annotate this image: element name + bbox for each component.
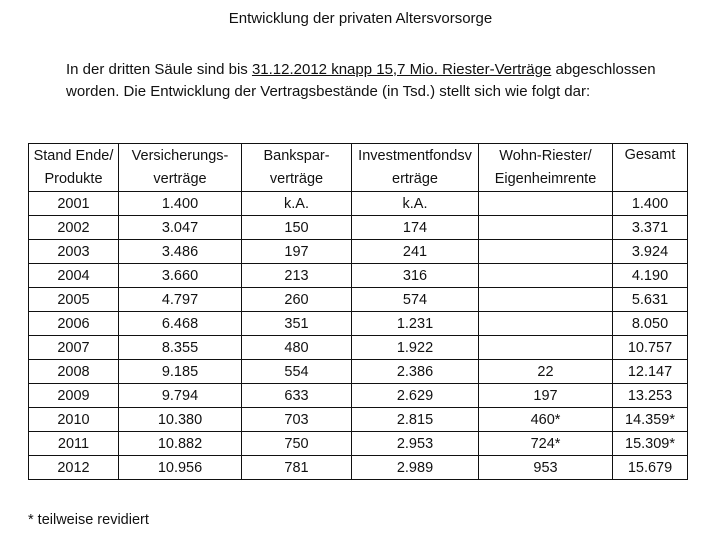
cell-year: 2010	[29, 408, 119, 432]
cell-investment-funds: 2.815	[352, 408, 479, 432]
cell-year: 2005	[29, 288, 119, 312]
cell-bank-savings: 781	[242, 456, 352, 480]
table-header-row	[29, 144, 688, 192]
table-row	[29, 360, 688, 384]
page-title: Entwicklung der privaten Altersvorsorge	[228, 10, 493, 27]
cell-home-riester	[479, 288, 613, 312]
cell-bank-savings: 213	[242, 264, 352, 288]
cell-insurance: 6.468	[119, 312, 242, 336]
cell-total: 13.253	[613, 384, 688, 408]
cell-bank-savings: 750	[242, 432, 352, 456]
intro-highlight: 31.12.2012 knapp 15,7 Mio. Riester-Verträge	[251, 61, 552, 78]
table-row	[29, 240, 688, 264]
cell-home-riester: 724*	[479, 432, 613, 456]
table-row	[29, 336, 688, 360]
cell-home-riester	[479, 216, 613, 240]
cell-bank-savings: 480	[242, 336, 352, 360]
cell-year: 2009	[29, 384, 119, 408]
table-row	[29, 288, 688, 312]
cell-insurance: 9.185	[119, 360, 242, 384]
cell-year: 2006	[29, 312, 119, 336]
cell-insurance: 1.400	[119, 192, 242, 216]
cell-bank-savings: 703	[242, 408, 352, 432]
cell-investment-funds: 574	[352, 288, 479, 312]
cell-home-riester: 953	[479, 456, 613, 480]
cell-total: 15.679	[613, 456, 688, 480]
table-row	[29, 312, 688, 336]
cell-insurance: 4.797	[119, 288, 242, 312]
header-year: Stand Ende/ Produkte	[29, 144, 119, 192]
cell-insurance: 3.047	[119, 216, 242, 240]
cell-investment-funds: 1.922	[352, 336, 479, 360]
cell-insurance: 10.380	[119, 408, 242, 432]
intro-paragraph	[66, 59, 706, 103]
cell-investment-funds: 241	[352, 240, 479, 264]
cell-insurance: 10.956	[119, 456, 242, 480]
cell-bank-savings: 260	[242, 288, 352, 312]
cell-total: 3.924	[613, 240, 688, 264]
cell-total: 4.190	[613, 264, 688, 288]
cell-investment-funds: 2.386	[352, 360, 479, 384]
cell-year: 2011	[29, 432, 119, 456]
cell-year: 2008	[29, 360, 119, 384]
cell-insurance: 8.355	[119, 336, 242, 360]
cell-bank-savings: 554	[242, 360, 352, 384]
intro-text-start: In der dritten Säule sind bis	[66, 61, 252, 78]
cell-home-riester	[479, 336, 613, 360]
cell-total: 3.371	[613, 216, 688, 240]
cell-home-riester: 197	[479, 384, 613, 408]
header-insurance: Versicherungs- verträge	[119, 144, 242, 192]
cell-home-riester	[479, 240, 613, 264]
cell-bank-savings: k.A.	[242, 192, 352, 216]
cell-total: 8.050	[613, 312, 688, 336]
header-bank-savings: Bankspar- verträge	[242, 144, 352, 192]
footnote: * teilweise revidiert	[28, 512, 149, 528]
cell-home-riester	[479, 192, 613, 216]
header-investment-funds: Investmentfondsv erträge	[352, 144, 479, 192]
cell-home-riester: 22	[479, 360, 613, 384]
cell-investment-funds: 174	[352, 216, 479, 240]
table-row	[29, 408, 688, 432]
cell-investment-funds: 2.629	[352, 384, 479, 408]
cell-year: 2001	[29, 192, 119, 216]
cell-bank-savings: 633	[242, 384, 352, 408]
header-home-riester: Wohn-Riester/ Eigenheimrente	[479, 144, 613, 192]
table-row	[29, 192, 688, 216]
cell-home-riester	[479, 312, 613, 336]
cell-total: 1.400	[613, 192, 688, 216]
cell-total: 12.147	[613, 360, 688, 384]
cell-insurance: 10.882	[119, 432, 242, 456]
cell-bank-savings: 150	[242, 216, 352, 240]
table-row	[29, 216, 688, 240]
cell-insurance: 3.660	[119, 264, 242, 288]
cell-year: 2002	[29, 216, 119, 240]
cell-year: 2004	[29, 264, 119, 288]
cell-insurance: 9.794	[119, 384, 242, 408]
cell-total: 5.631	[613, 288, 688, 312]
cell-investment-funds: k.A.	[352, 192, 479, 216]
table-row	[29, 432, 688, 456]
cell-investment-funds: 1.231	[352, 312, 479, 336]
cell-bank-savings: 351	[242, 312, 352, 336]
cell-insurance: 3.486	[119, 240, 242, 264]
cell-year: 2012	[29, 456, 119, 480]
cell-home-riester	[479, 264, 613, 288]
cell-total: 14.359*	[613, 408, 688, 432]
header-total: Gesamt	[613, 144, 688, 192]
cell-year: 2003	[29, 240, 119, 264]
cell-total: 10.757	[613, 336, 688, 360]
cell-total: 15.309*	[613, 432, 688, 456]
cell-year: 2007	[29, 336, 119, 360]
cell-investment-funds: 2.989	[352, 456, 479, 480]
table-row	[29, 264, 688, 288]
cell-home-riester: 460*	[479, 408, 613, 432]
cell-investment-funds: 316	[352, 264, 479, 288]
cell-investment-funds: 2.953	[352, 432, 479, 456]
intro-text-end: abgeschlossen worden. Die Entwicklung der Vertragsbestände (in Tsd.) stellt sich wie folgt dar:	[66, 61, 656, 100]
table-row	[29, 384, 688, 408]
cell-bank-savings: 197	[242, 240, 352, 264]
table-row	[29, 456, 688, 480]
contracts-table	[28, 143, 688, 480]
